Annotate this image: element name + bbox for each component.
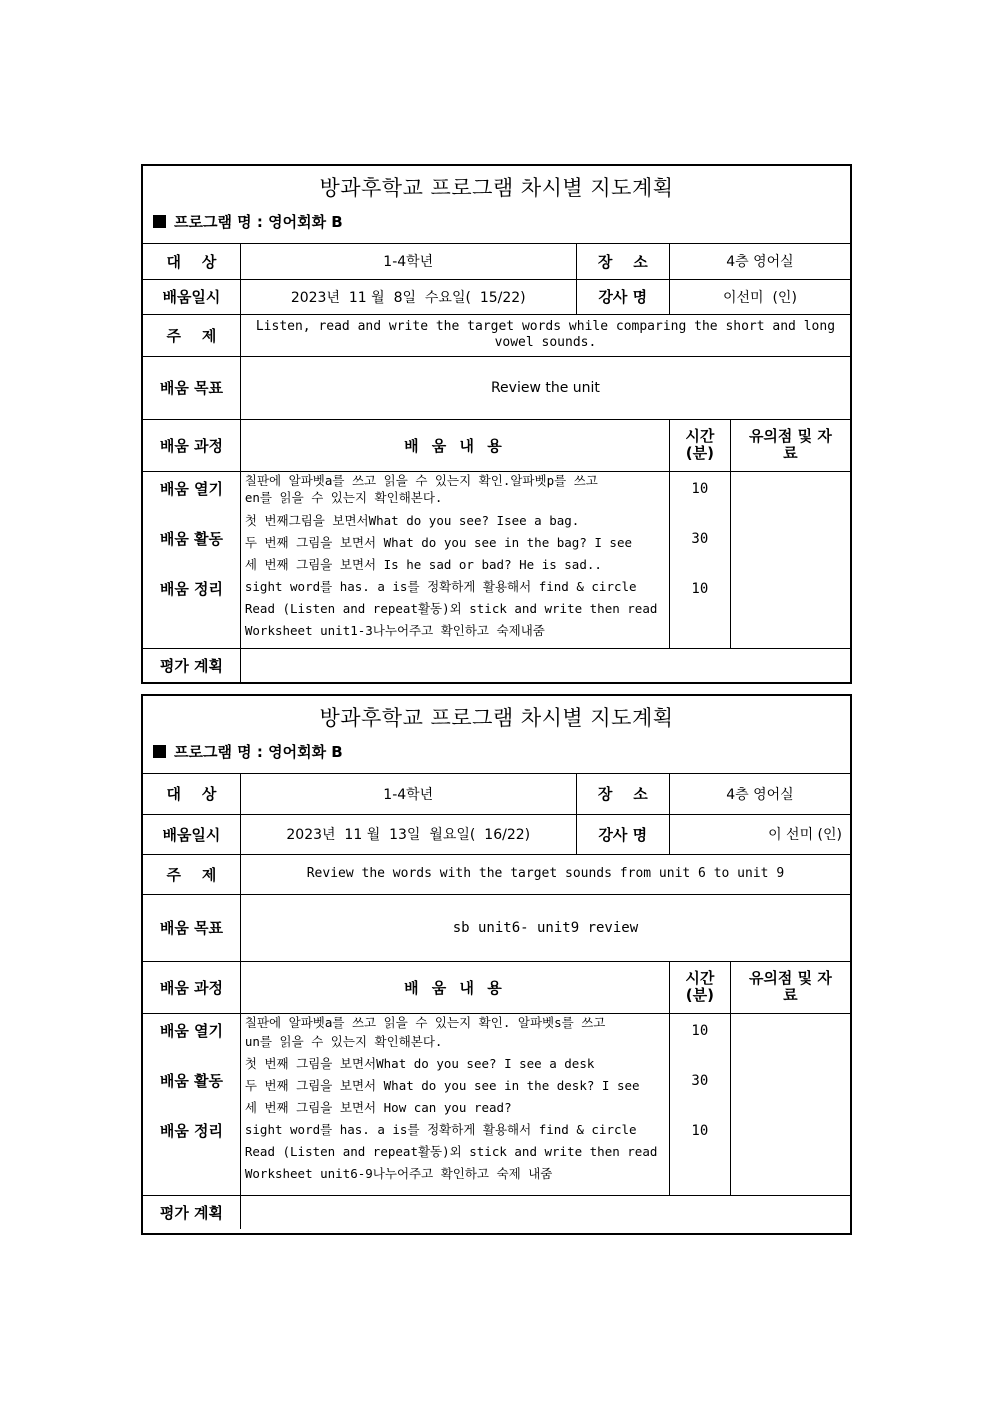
time-value: 30 xyxy=(691,530,709,547)
notes-label: 유의점 및 자료 xyxy=(730,961,850,1013)
times-cell xyxy=(669,471,730,648)
target-value: 1-4학년 xyxy=(240,244,576,279)
program-name-row xyxy=(143,739,850,773)
plan-table xyxy=(143,244,850,682)
teacher-label: 강사 명 xyxy=(576,814,669,854)
content-line: 첫 번째그림을 보면서What do you see? Isee a bag. xyxy=(244,512,580,528)
content-line: Worksheet unit1-3나누어주고 확인하고 숙제내줌 xyxy=(244,622,545,638)
date-value: 2023년 11 월 13일 월요일( 16/22) xyxy=(240,814,576,854)
notes-cell xyxy=(730,1013,850,1195)
content-line: sight word를 has. a is를 정확하게 활용해서 find & circle xyxy=(244,1121,637,1137)
step-item: 배움 활동 xyxy=(159,529,224,548)
eval-label: 평가 계획 xyxy=(143,1195,240,1229)
content-line: 두 번째 그림을 보면서 What do you see in the bag? I see xyxy=(244,534,632,550)
content-line: Read (Listen and repeat활동)외 stick and write then read xyxy=(244,1143,658,1159)
black-square-icon xyxy=(153,745,166,758)
content-line: sight word를 has. a is를 정확하게 활용해서 find & circle xyxy=(244,578,637,594)
step-item: 배움 정리 xyxy=(159,579,224,598)
teacher-label: 강사 명 xyxy=(576,279,669,314)
place-value: 4층 영어실 xyxy=(669,774,850,814)
plan-table xyxy=(143,774,850,1229)
steps-cell xyxy=(143,471,240,648)
time-value: 30 xyxy=(691,1072,709,1089)
time-value: 10 xyxy=(691,580,709,597)
content-line: Read (Listen and repeat활동)외 stick and write then read xyxy=(244,600,658,616)
content-label: 배 움 내 용 xyxy=(240,419,669,471)
plan-title: 방과후학교 프로그램 차시별 지도계획 xyxy=(319,176,674,200)
content-line: 칠판에 알파벳a를 쓰고 읽을 수 있는지 확인. 알파벳s를 쓰고 xyxy=(244,1014,606,1030)
theme-value: Review the words with the target sounds from unit 6 to unit 9 xyxy=(240,854,850,894)
time-label: 시간 (분) xyxy=(669,419,730,471)
program-name: 프로그램 명 : 영어회화 B xyxy=(174,743,343,761)
teacher-value: 이선미 (인) xyxy=(669,279,850,314)
program-name: 프로그램 명 : 영어회화 B xyxy=(174,213,343,231)
time-value: 10 xyxy=(691,1022,709,1039)
step-item: 배움 정리 xyxy=(159,1121,224,1140)
date-value: 2023년 11 월 8일 수요일( 15/22) xyxy=(240,279,576,314)
date-label: 배움일시 xyxy=(143,814,240,854)
content-label: 배 움 내 용 xyxy=(240,961,669,1013)
time-label: 시간 (분) xyxy=(669,961,730,1013)
theme-label: 주 제 xyxy=(143,314,240,356)
teacher-value: 이 선미 (인) xyxy=(669,814,850,854)
black-square-icon xyxy=(153,215,166,228)
time-value: 10 xyxy=(691,1122,709,1139)
plan-header xyxy=(143,696,850,774)
steps-cell xyxy=(143,1013,240,1195)
notes-label: 유의점 및 자료 xyxy=(730,419,850,471)
content-cell xyxy=(240,471,669,648)
theme-value: Listen, read and write the target words while comparing the short and long vowel sounds. xyxy=(240,314,850,356)
content-line: un를 읽을 수 있는지 확인해본다. xyxy=(244,1033,443,1049)
theme-label: 주 제 xyxy=(143,854,240,894)
place-label: 장 소 xyxy=(576,774,669,814)
place-value: 4층 영어실 xyxy=(669,244,850,279)
content-line: 세 번째 그림을 보면서 How can you read? xyxy=(244,1099,512,1115)
place-label: 장 소 xyxy=(576,244,669,279)
target-label: 대 상 xyxy=(143,244,240,279)
content-line: 칠판에 알파벳a를 쓰고 읽을 수 있는지 확인.알파벳p를 쓰고 xyxy=(244,472,598,488)
content-line: Worksheet unit6-9나누어주고 확인하고 숙제 내줌 xyxy=(244,1165,553,1181)
plan-title: 방과후학교 프로그램 차시별 지도계획 xyxy=(319,706,674,730)
date-label: 배움일시 xyxy=(143,279,240,314)
content-cell xyxy=(240,1013,669,1195)
times-cell xyxy=(669,1013,730,1195)
target-value: 1-4학년 xyxy=(240,774,576,814)
content-line: en를 읽을 수 있는지 확인해본다. xyxy=(244,489,443,505)
goal-label: 배움 목표 xyxy=(143,356,240,419)
content-line: 세 번째 그림을 보면서 Is he sad or bad? He is sad.. xyxy=(244,556,602,572)
goal-value: Review the unit xyxy=(240,356,850,419)
step-item: 배움 활동 xyxy=(159,1071,224,1090)
process-label: 배움 과정 xyxy=(143,961,240,1013)
lesson-plan-2 xyxy=(141,694,852,1235)
content-line: 두 번째 그림을 보면서 What do you see in the desk? I see xyxy=(244,1077,640,1093)
process-label: 배움 과정 xyxy=(143,419,240,471)
step-item: 배움 열기 xyxy=(159,479,224,498)
lesson-plan-1 xyxy=(141,164,852,684)
step-item: 배움 열기 xyxy=(159,1021,224,1040)
program-name-row xyxy=(143,209,850,243)
time-value: 10 xyxy=(691,480,709,497)
plan-header xyxy=(143,166,850,244)
goal-label: 배움 목표 xyxy=(143,894,240,961)
eval-value xyxy=(240,1195,850,1229)
content-line: 첫 번째 그림을 보면서What do you see? I see a desk xyxy=(244,1055,595,1071)
notes-cell xyxy=(730,471,850,648)
eval-label: 평가 계획 xyxy=(143,648,240,682)
eval-value xyxy=(240,648,850,682)
goal-value: sb unit6- unit9 review xyxy=(240,894,850,961)
target-label: 대 상 xyxy=(143,774,240,814)
